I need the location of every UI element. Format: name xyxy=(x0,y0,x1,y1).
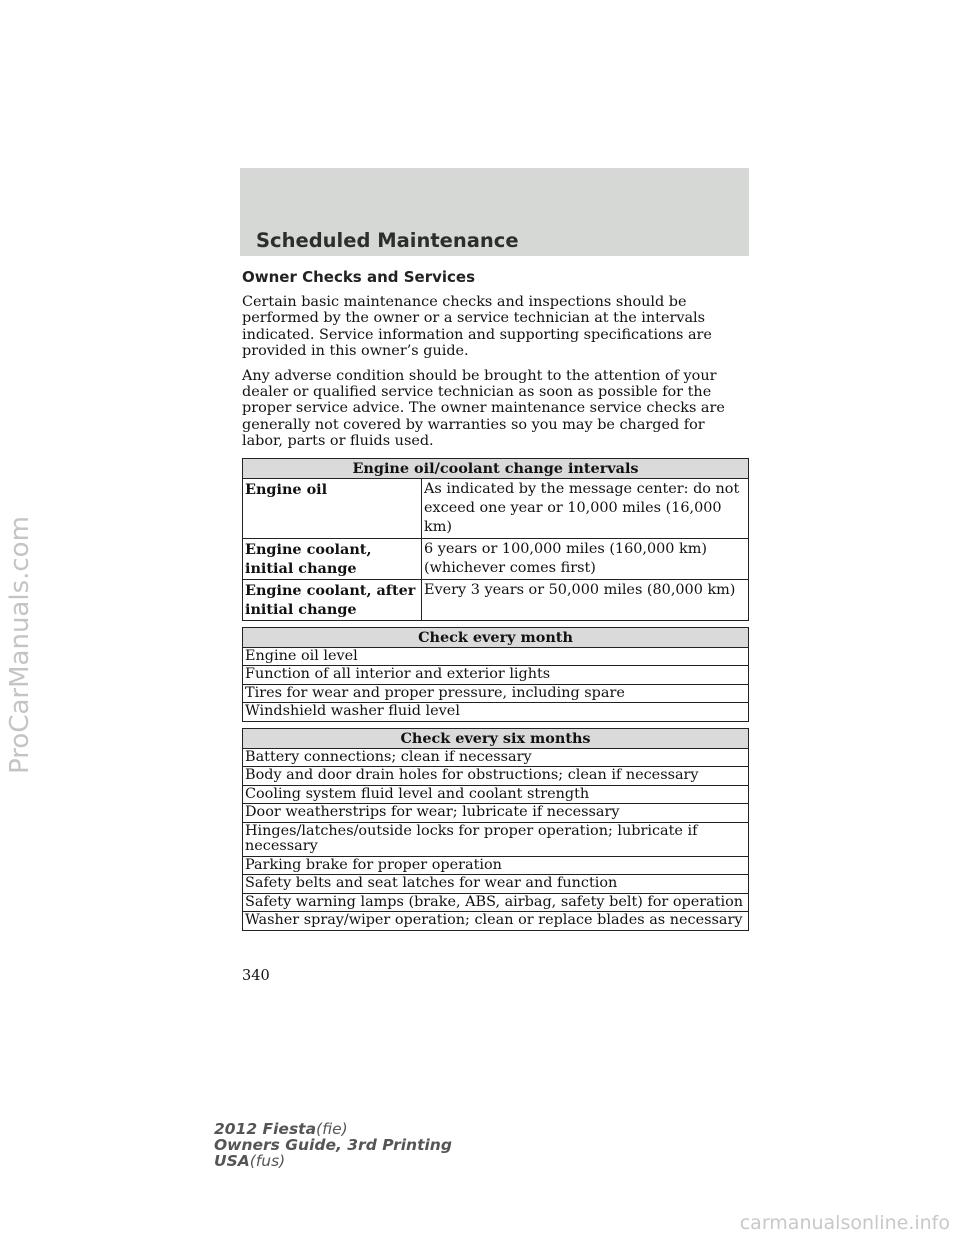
check-item: Body and door drain holes for obstructions; clean if necessary xyxy=(243,767,749,786)
table-row xyxy=(243,748,749,767)
interval-value: As indicated by the message center: do not exceed one year or 10,000 miles (16,000 km) xyxy=(422,478,749,538)
table-row xyxy=(243,785,749,804)
intro-paragraph: Certain basic maintenance checks and inspections should be performed by the owner or a service technician at the intervals indicated. Service information and supporting specifications are provided in this owner’s guide. xyxy=(242,294,712,360)
section-header-band xyxy=(240,168,749,256)
section-heading: Owner Checks and Services xyxy=(242,268,476,286)
check-item: Function of all interior and exterior lights xyxy=(243,666,749,685)
check-item: Windshield washer fluid level xyxy=(243,703,749,722)
table-row xyxy=(243,822,749,856)
interval-label: Engine oil xyxy=(243,478,422,538)
monthly-check-table xyxy=(242,627,749,722)
table-row xyxy=(243,767,749,786)
table-row xyxy=(243,703,749,722)
adverse-condition-paragraph: Any adverse condition should be brought to the attention of your dealer or qualified service technician as soon as possible for the proper service advice. The owner maintenance service checks are generally not covered by warranties so you may be charged for labor, parts or fluids used. xyxy=(242,367,725,450)
check-item: Tires for wear and proper pressure, including spare xyxy=(243,684,749,703)
check-item: Washer spray/wiper operation; clean or replace blades as necessary xyxy=(243,912,749,931)
table-row xyxy=(243,647,749,666)
table-row xyxy=(243,538,749,579)
table-row xyxy=(243,856,749,875)
interval-value: 6 years or 100,000 miles (160,000 km) (whichever comes first) xyxy=(422,538,749,579)
check-item: Door weatherstrips for wear; lubricate if necessary xyxy=(243,804,749,823)
footer-market: USA xyxy=(214,1152,250,1170)
footer-market-code: (fus) xyxy=(249,1152,286,1170)
check-item: Cooling system fluid level and coolant strength xyxy=(243,785,749,804)
footer-model: 2012 Fiesta xyxy=(214,1120,317,1138)
document-footer xyxy=(214,1121,452,1169)
table-row xyxy=(243,666,749,685)
watermark-procarmanuals-text: ProCarManuals.com xyxy=(5,516,35,774)
footer-model-code: (fie) xyxy=(316,1120,348,1138)
page-title: Scheduled Maintenance xyxy=(256,229,519,252)
six-month-check-table xyxy=(242,728,749,931)
interval-label: Engine coolant, after initial change xyxy=(243,579,422,620)
table-row xyxy=(243,579,749,620)
check-item: Safety belts and seat latches for wear and function xyxy=(243,875,749,894)
table-row xyxy=(243,478,749,538)
check-item: Battery connections; clean if necessary xyxy=(243,748,749,767)
table-row xyxy=(243,893,749,912)
page-number: 340 xyxy=(242,968,270,984)
six-month-table-header: Check every six months xyxy=(243,728,749,748)
interval-value: Every 3 years or 50,000 miles (80,000 km) xyxy=(422,579,749,620)
table-row xyxy=(243,804,749,823)
table-row xyxy=(243,875,749,894)
table-row xyxy=(243,684,749,703)
interval-table xyxy=(242,458,749,621)
table-row xyxy=(243,912,749,931)
main-content xyxy=(242,268,749,931)
monthly-table-header: Check every month xyxy=(243,627,749,647)
check-item: Safety warning lamps (brake, ABS, airbag, safety belt) for operation xyxy=(243,893,749,912)
interval-label: Engine coolant, initial change xyxy=(243,538,422,579)
check-item: Parking brake for proper operation xyxy=(243,856,749,875)
interval-table-header: Engine oil/coolant change intervals xyxy=(243,458,749,478)
watermark-procarmanuals xyxy=(0,505,40,785)
check-item: Engine oil level xyxy=(243,647,749,666)
check-item: Hinges/latches/outside locks for proper operation; lubricate if necessary xyxy=(243,822,749,856)
footer-guide: Owners Guide, 3rd Printing xyxy=(214,1136,452,1154)
watermark-carmanualsonline: carmanualsonline.info xyxy=(739,1212,950,1234)
